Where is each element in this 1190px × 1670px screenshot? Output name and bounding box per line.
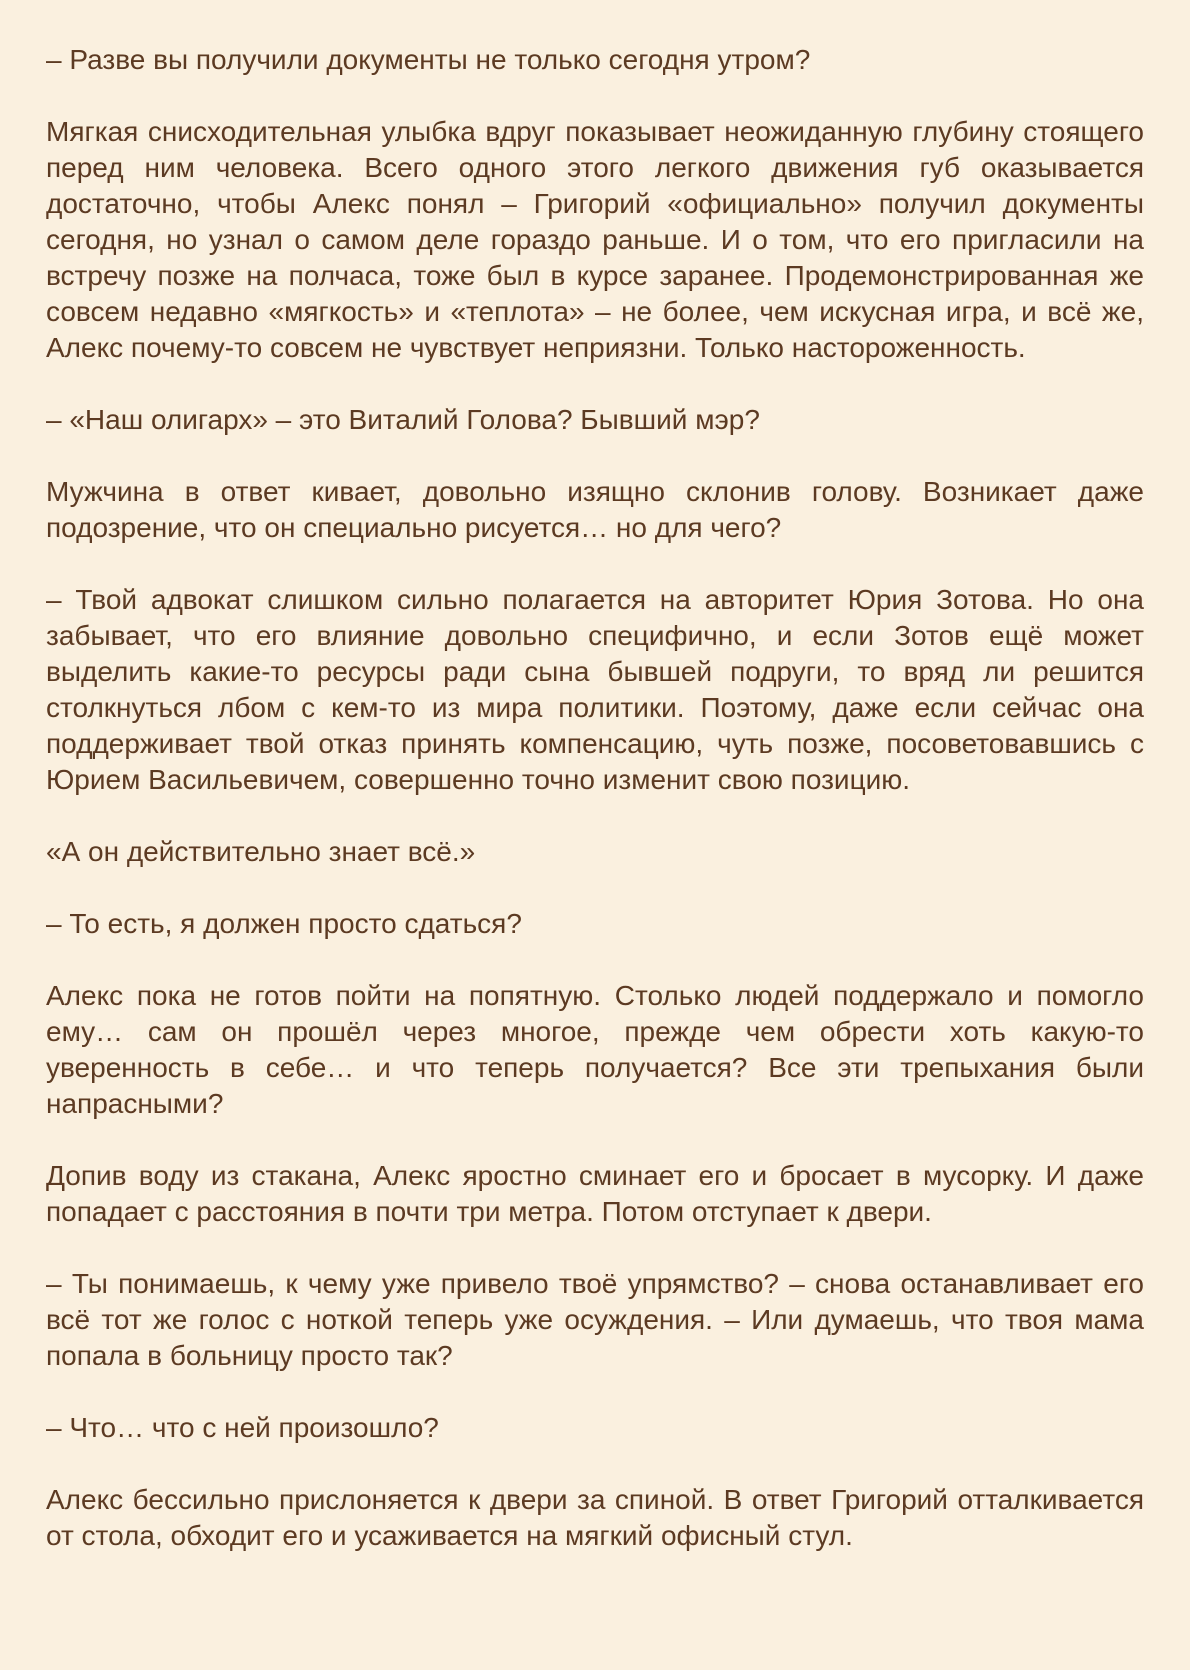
paragraph-7: – То есть, я должен просто сдаться? <box>46 908 522 939</box>
paragraph-5: – Твой адвокат слишком сильно полагается на авторитет Юрия Зотова. Но она забывает, что его влияние довольно специфично, и если Зотов ещё может выделить какие-то ресурсы ради сына бывшей подруги, то вряд ли решится столкнуться лбом с кем-то из мира политики. Поэтому, даже если сейчас она поддерживает твой отказ принять компенсацию, чуть позже, посоветовавшись с Юрием Васильевичем, совершенно точно изменит свою позицию. <box>46 584 1144 795</box>
paragraph-1: – Разве вы получили документы не только сегодня утром? <box>46 44 811 75</box>
paragraph-12: Алекс бессильно прислоняется к двери за спиной. В ответ Григорий отталкивается от стола, обходит его и усаживается на мягкий офисный стул. <box>46 1484 1144 1551</box>
paragraph-4: Мужчина в ответ кивает, довольно изящно склонив голову. Возникает даже подозрение, что он специально рисуется… но для чего? <box>46 476 1144 543</box>
paragraph-10: – Ты понимаешь, к чему уже привело твоё упрямство? – снова останавливает его всё тот же голос с ноткой теперь уже осуждения. – Или думаешь, что твоя мама попала в больницу просто так? <box>46 1268 1144 1371</box>
paragraph-3: – «Наш олигарх» – это Виталий Голова? Бывший мэр? <box>46 404 760 435</box>
paragraph-2: Мягкая снисходительная улыбка вдруг показывает неожиданную глубину стоящего перед ним человека. Всего одного этого легкого движения губ оказывается достаточно, чтобы Алекс понял – Григорий «официально» получил документы сегодня, но узнал о самом деле гораздо раньше. И о том, что его пригласили на встречу позже на полчаса, тоже был в курсе заранее. Продемонстрированная же совсем недавно «мягкость» и «теплота» – не более, чем искусная игра, и всё же, Алекс почему-то совсем не чувствует неприязни. Только настороженность. <box>46 116 1144 363</box>
paragraph-9: Допив воду из стакана, Алекс яростно сминает его и бросает в мусорку. И даже попадает с расстояния в почти три метра. Потом отступает к двери. <box>46 1160 1144 1227</box>
paragraph-11: – Что… что с ней произошло? <box>46 1412 439 1443</box>
paragraph-6: «А он действительно знает всё.» <box>46 836 476 867</box>
paragraph-8: Алекс пока не готов пойти на попятную. Столько людей поддержало и помогло ему… сам он прошёл через многое, прежде чем обрести хоть какую-то уверенность в себе… и что теперь получается? Все эти трепыхания были напрасными? <box>46 980 1144 1119</box>
